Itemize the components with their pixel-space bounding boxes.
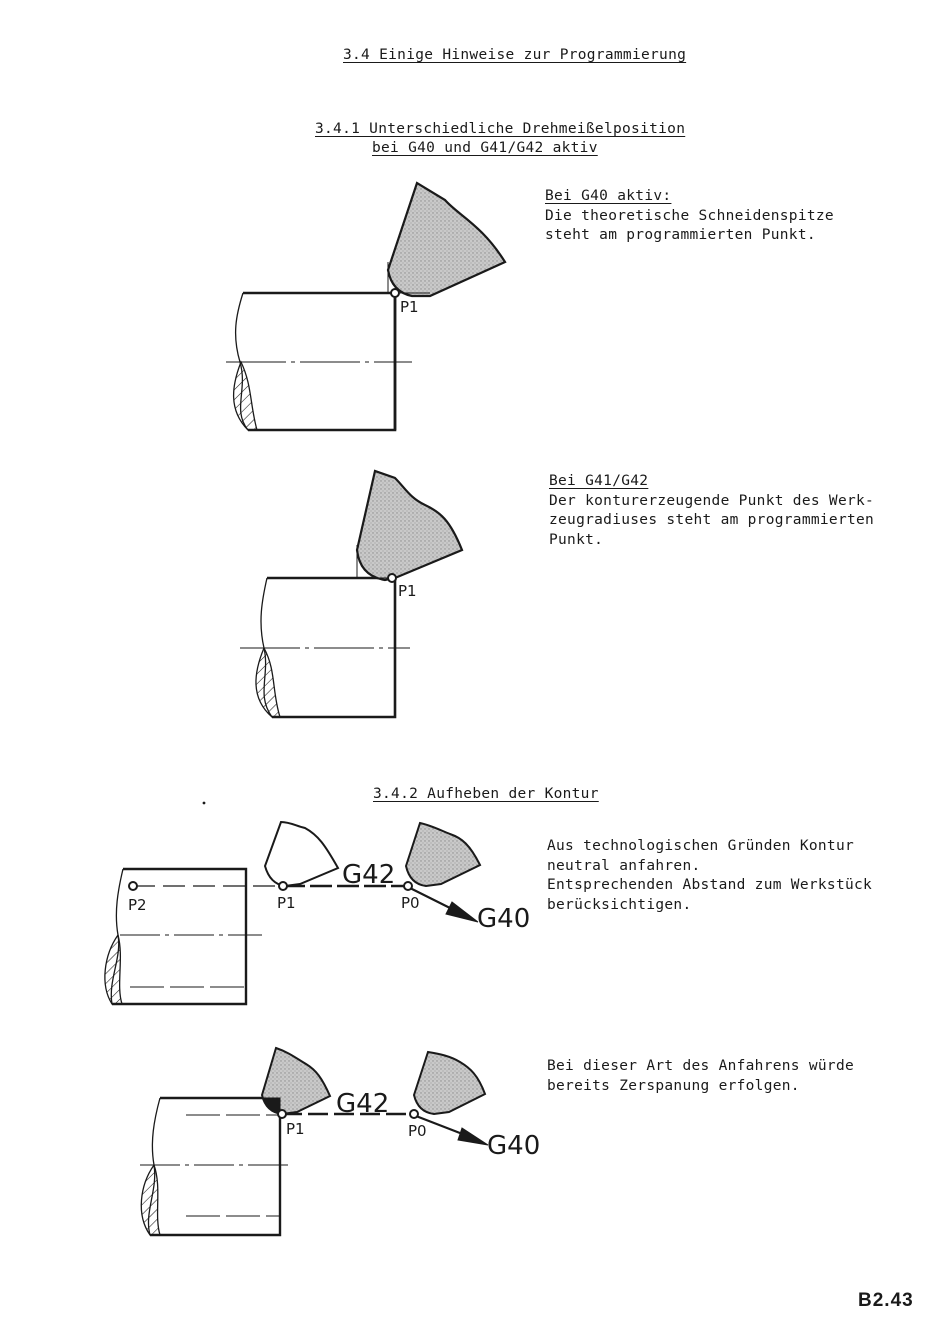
section-title: 3.4 Einige Hinweise zur Programmierung [343, 47, 687, 63]
fig1-line-2: steht am programmierten Punkt. [545, 227, 816, 243]
fig3-tool-at-p1 [265, 822, 338, 886]
fig2-hatched-section [256, 648, 280, 717]
fig3-p0-label: P0 [401, 894, 420, 912]
fig4-tool-at-p1 [262, 1048, 330, 1114]
fig2-drawing [240, 471, 462, 717]
fig1-cutting-tool [388, 183, 505, 296]
fig2-line-1: Der konturerzeugende Punkt des Werk- [549, 492, 875, 509]
fig3-line-1: Aus technologischen Gründen Kontur [547, 838, 855, 854]
stray-mark [203, 802, 206, 805]
fig3-g42-label: G42 [342, 860, 396, 890]
fig4-point-p0 [410, 1110, 418, 1118]
fig1-point-p1 [391, 289, 399, 297]
fig4-hatched-section [141, 1165, 160, 1235]
fig3-hatched-section [105, 935, 122, 1004]
fig3-line-2: neutral anfahren. [547, 857, 701, 874]
fig2-line-3: Punkt. [549, 531, 604, 548]
fig3-drawing [105, 822, 480, 1004]
fig4-g42-label: G42 [336, 1089, 390, 1119]
fig1-p1-label: P1 [400, 298, 419, 316]
fig3-point-p0 [404, 882, 412, 890]
fig3-line-3: Entsprechenden Abstand zum Werkstück [547, 877, 873, 893]
fig3-tool-at-p0 [406, 823, 480, 886]
fig2-line-2: zeugradiuses steht am programmierten [549, 512, 875, 528]
fig2-cutting-tool [357, 471, 462, 580]
fig3-workpiece [105, 869, 262, 1004]
fig3-g40-label: G40 [477, 904, 531, 934]
fig2-heading: Bei G41/G42 [549, 473, 649, 489]
fig4-line-2: bereits Zerspanung erfolgen. [547, 1077, 800, 1094]
fig2-workpiece [240, 578, 410, 717]
fig3-p1-label: P1 [277, 894, 296, 912]
fig3-point-p2 [129, 882, 137, 890]
subsection-2-title: 3.4.2 Aufheben der Kontur [373, 786, 599, 802]
fig4-workpiece [140, 1098, 292, 1235]
fig1-heading: Bei G40 aktiv: [545, 188, 672, 204]
fig3-arrow-head [446, 902, 478, 922]
fig4-g40-label: G40 [487, 1131, 541, 1161]
fig4-line-1: Bei dieser Art des Anfahrens würde [547, 1058, 855, 1074]
fig1-workpiece [226, 293, 412, 430]
fig3-line-4: berücksichtigen. [547, 896, 692, 913]
fig1-drawing [226, 183, 505, 430]
fig1-hatched-section [234, 362, 257, 430]
fig3-point-p1 [279, 882, 287, 890]
fig2-p1-label: P1 [398, 582, 417, 600]
fig4-p0-label: P0 [408, 1122, 427, 1140]
fig3-p2-label: P2 [128, 896, 147, 914]
fig4-point-p1 [278, 1110, 286, 1118]
page-number: B2.43 [858, 1290, 914, 1311]
fig1-line-1: Die theoretische Schneidenspitze [545, 207, 834, 224]
fig4-drawing [140, 1048, 488, 1235]
fig4-tool-at-p0 [414, 1052, 485, 1114]
subsection-1-title-line1: 3.4.1 Unterschiedliche Drehmeißelposition [315, 121, 686, 137]
fig4-arrow-head [458, 1128, 488, 1145]
subsection-1-title-line2: bei G40 und G41/G42 aktiv [372, 140, 598, 156]
fig4-p1-label: P1 [286, 1120, 305, 1138]
fig2-point-p1 [388, 574, 396, 582]
